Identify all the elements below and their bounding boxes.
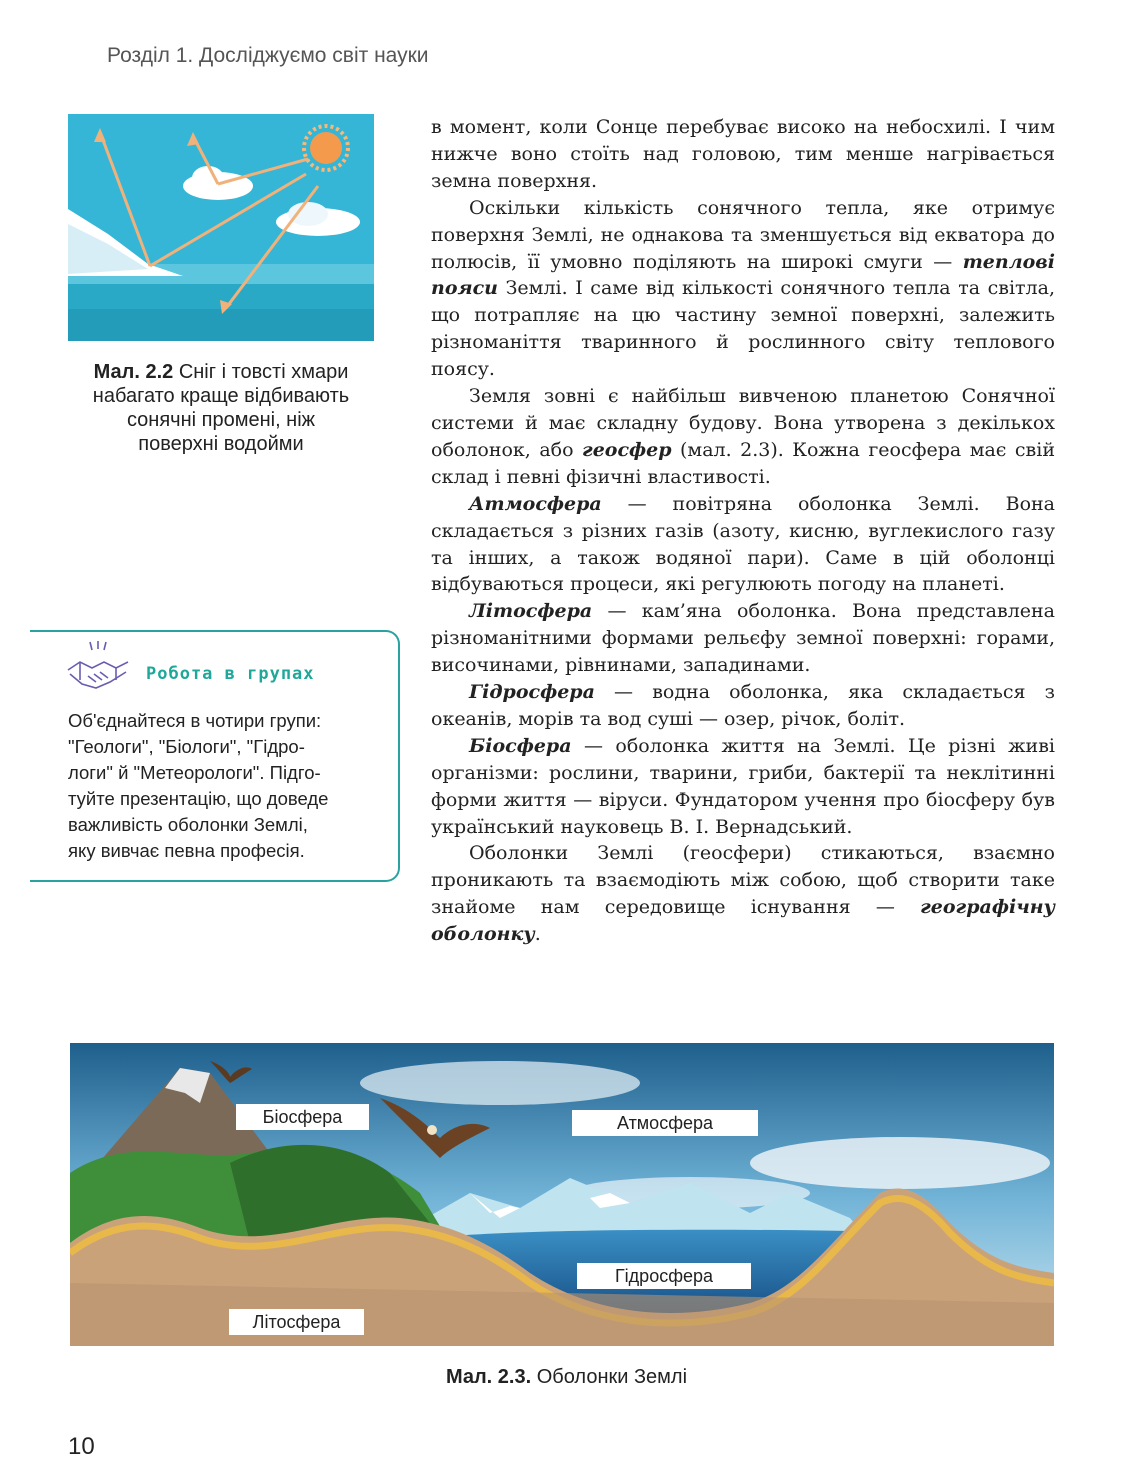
paragraph-8 [431,840,1055,948]
group-work-line-1: Об'єднайтеся в чотири групи: [68,710,322,731]
figure-2-2-caption-line-4: поверхні водойми [138,433,304,455]
term-atmosphere: Атмосфера [469,492,602,515]
group-work-box [30,630,400,882]
paragraph-hydrosphere [431,679,1055,733]
term-lithosphere: Літосфера [469,600,593,623]
paragraph-3-end: (мал. 2.3). Кожна геосфера має свій склад і певні фізичні властивості. [431,438,1055,488]
label-biosphere: Біосфера [236,1104,369,1130]
paragraph-8-end: . [534,923,541,946]
figure-2-3-illustration [70,1043,1054,1346]
term-geographic-envelope: географічну оболонку [431,896,1055,946]
figure-2-2-illustration [68,114,374,341]
paragraph-1: в момент, коли Сонце перебуває високо на небосхилі. І чим нижче воно стоїть над головою, тим менше нагрівається земна поверхня. [431,116,1055,192]
figure-2-3-label: Мал. 2.3. [445,1366,532,1388]
running-head: Розділ 1. Досліджуємо світ науки [107,44,429,67]
figure-2-2-label: Мал. 2.2 [93,361,174,383]
group-work-line-5: важливість оболонки Землі, [68,814,308,835]
paragraph-3-start: Земля зовні є найбільш вивченою планетою Сонячної системи й має складну будову. Вона утворена з декількох оболонок, або [431,385,1055,461]
group-work-line-6: яку вивчає певна професія. [68,840,305,861]
paragraph-hydrosphere-text: — водна оболонка, яка складається з океанів, морів та вод суші — озер, річок, боліт. [431,681,1055,730]
figure-2-3-caption [0,1366,1133,1389]
group-work-header [66,640,386,696]
paragraph-biosphere-text: — оболонка життя на Землі. Це різні живі організми: рослини, тварини, гриби, бактерії та неклітинні форми життя — віруси. Фундатором учення про біосферу був український науковець В. І. Вернадський. [431,734,1055,838]
paragraph-atmosphere [431,491,1055,599]
paragraph-biosphere [431,733,1055,841]
term-hydrosphere: Гідросфера [469,681,595,704]
figure-2-3-caption-text: Оболонки Землі [531,1366,688,1388]
group-work-line-3: логи" й "Метеорологи". Підго- [68,762,321,783]
label-hydrosphere: Гідросфера [577,1263,751,1289]
figure-2-2-caption-line-2: набагато краще відбивають [92,385,350,407]
figure-2-2-caption-line-1: Сніг і товсті хмари [178,361,349,383]
main-text-column [431,114,1055,948]
figure-2-2-caption-line-3: сонячні промені, ніж [126,409,316,431]
term-biosphere: Біосфера [469,734,572,757]
group-work-title: Робота в групах [146,664,315,684]
label-lithosphere: Літосфера [229,1309,364,1335]
paragraph-3 [431,383,1055,491]
paragraph-lithosphere-text: — кам’яна оболонка. Вона представлена різноманітними формами рельєфу земної поверхні: горами, височинами, рівнинами, западинами. [431,600,1055,677]
term-thermal-belts: теплові пояси [431,250,1055,300]
paragraph-2 [431,195,1055,383]
group-work-line-2: "Геологи", "Біологи", "Гідро- [68,736,305,757]
handshake-icon [66,640,130,696]
paragraph-8-start: Оболонки Землі (геосфери) стикаються, взаємно проникають та взаємодіють між собою, щоб створити таке знайоме нам середовище існування — [431,842,1055,919]
paragraph-lithosphere [431,598,1055,679]
group-work-text [68,708,388,864]
figure-2-2-caption [68,360,374,456]
paragraph-2-end: Землі. І саме від кількості сонячного тепла та світла, що потрапляє на цю частину земної поверхні, залежить різноманіття тваринного й рослинного світу теплового поясу. [431,277,1055,381]
term-geospheres: геосфер [582,438,672,461]
label-atmosphere: Атмосфера [572,1110,758,1136]
page-number: 10 [68,1433,95,1460]
paragraph-2-start: Оскільки кількість сонячного тепла, яке отримує поверхня Землі, не однакова та зменшується від екватора до полюсів, її умовно поділяють на широкі смуги — [431,196,1055,273]
group-work-line-4: туйте презентацію, що доведе [68,788,329,809]
paragraph-atmosphere-text: — повітряна оболонка Землі. Вона складається з різних газів (азоту, кисню, вуглекислого газу та інших, а також водяної пари). Саме в цій оболонці відбуваються процеси, які регулюють погоду на планеті. [431,492,1055,596]
